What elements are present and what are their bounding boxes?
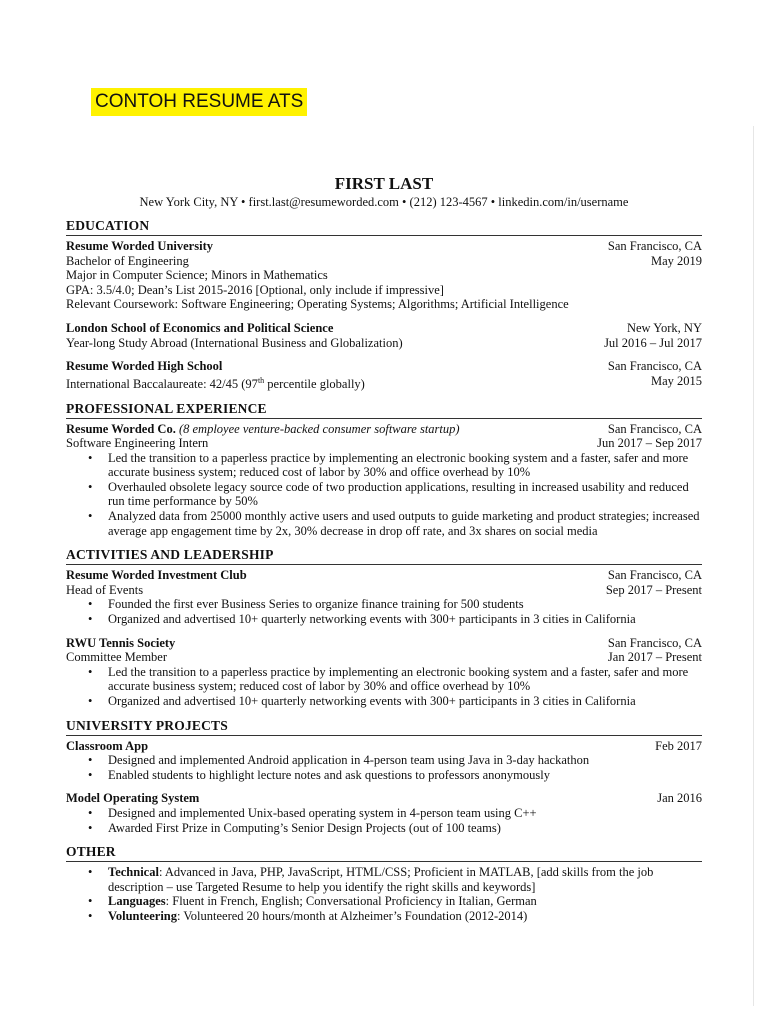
list-item: • Organized and advertised 10+ quarterly networking events with 300+ participants in 3 cities in California	[108, 612, 702, 627]
page-edge-line	[753, 126, 754, 1006]
list-item: • Overhauled obsolete legacy source code of two production applications, resulting in increased usability and reduced run time performance by 50%	[108, 480, 702, 509]
date: Jul 2016 – Jul 2017	[604, 335, 702, 350]
date: May 2015	[650, 373, 702, 388]
experience-entry	[66, 422, 702, 539]
item-text: : Volunteered 20 hours/month at Alzheimer’s Foundation (2012-2014)	[177, 908, 528, 923]
bullet-list	[66, 665, 702, 709]
org-description: (8 employee venture-backed consumer software startup)	[178, 421, 460, 436]
section-heading: EDUCATION	[66, 218, 702, 236]
experience-section	[66, 401, 702, 539]
degree: Year-long Study Abroad (International Business and Globalization)	[66, 335, 403, 350]
item-text: : Advanced in Java, PHP, JavaScript, HTML/CSS; Proficient in MATLAB, [add skills from the job description – use Targeted Resume to help you identify the right skills and keywords]	[108, 865, 654, 894]
org-name: Resume Worded High School	[66, 359, 223, 374]
contact-line: New York City, NY • first.last@resumeworded.com • (212) 123-4567 • linkedin.com/in/username	[139, 195, 629, 209]
list-item: • Founded the first ever Business Series to organize finance training for 500 students	[108, 597, 702, 612]
date: Feb 2017	[655, 738, 702, 753]
item-label: Volunteering	[108, 908, 177, 923]
list-item: • Organized and advertised 10+ quarterly networking events with 300+ participants in 3 cities in California	[108, 694, 702, 709]
candidate-name: FIRST LAST	[334, 174, 434, 193]
education-section	[66, 218, 702, 392]
org-name: RWU Tennis Society	[66, 635, 176, 650]
list-item: • Led the transition to a paperless practice by implementing an electronic booking system and a faster, safer and more accurate business system; reduced cost of labor by 30% and office overhead by 10%	[108, 665, 702, 694]
list-item	[108, 894, 702, 909]
bullet-list	[66, 451, 702, 539]
section-heading: ACTIVITIES AND LEADERSHIP	[66, 547, 702, 565]
item-text: : Fluent in French, English; Conversational Proficiency in Italian, German	[165, 894, 537, 909]
list-item: • Enabled students to highlight lecture notes and ask questions to professors anonymously	[108, 768, 702, 783]
detail-line: Major in Computer Science; Minors in Mathematics	[66, 268, 328, 283]
org-name: Resume Worded Co.	[66, 421, 176, 436]
activity-entry	[66, 568, 702, 626]
projects-section	[66, 718, 702, 836]
item-label: Technical	[108, 865, 159, 880]
date: Sep 2017 – Present	[605, 582, 702, 597]
org-name: Resume Worded University	[66, 239, 213, 253]
project-entry	[66, 739, 702, 783]
project-name: Model Operating System	[66, 791, 200, 806]
list-item: • Awarded First Prize in Computing’s Senior Design Projects (out of 100 teams)	[108, 821, 702, 836]
location: San Francisco, CA	[607, 359, 702, 374]
date: Jan 2017 – Present	[607, 650, 702, 665]
role: Head of Events	[66, 582, 144, 597]
role: Software Engineering Intern	[66, 436, 209, 451]
education-entry	[66, 239, 702, 312]
date: May 2019	[650, 253, 702, 268]
item-label: Languages	[108, 894, 166, 909]
role: Committee Member	[66, 650, 168, 665]
detail-line: GPA: 3.5/4.0; Dean’s List 2015-2016 [Optional, only include if impressive]	[66, 282, 444, 297]
degree: International Baccalaureate: 42/45 (97th percentile globally)	[66, 375, 365, 391]
date: Jun 2017 – Sep 2017	[597, 436, 702, 451]
org-name: Resume Worded Investment Club	[66, 568, 247, 583]
list-item	[108, 865, 702, 894]
title-banner: CONTOH RESUME ATS	[91, 88, 307, 116]
resume-page	[66, 174, 702, 924]
list-item: • Led the transition to a paperless practice by implementing an electronic booking system and a faster, safer and more accurate business system; reduced cost of labor by 30% and office overhead by 10%	[108, 451, 702, 480]
detail-line: Relevant Coursework: Software Engineering; Operating Systems; Algorithms; Artificial Intelligence	[66, 297, 569, 312]
bullet-list	[66, 753, 702, 782]
bullet-list	[66, 806, 702, 835]
activity-entry	[66, 636, 702, 709]
list-item: • Designed and implemented Unix-based operating system in 4-person team using C++	[108, 806, 702, 821]
project-entry	[66, 791, 702, 835]
org-name: London School of Economics and Political Science	[66, 320, 334, 335]
location: San Francisco, CA	[607, 568, 702, 583]
location: San Francisco, CA	[607, 239, 702, 253]
list-item	[108, 909, 702, 924]
activities-section	[66, 547, 702, 708]
other-section	[66, 844, 702, 923]
list-item: • Designed and implemented Android application in 4-person team using Java in 3-day hackathon	[108, 753, 702, 768]
bullet-list	[66, 597, 702, 626]
section-heading: PROFESSIONAL EXPERIENCE	[66, 401, 702, 419]
project-name: Classroom App	[66, 738, 149, 753]
section-heading: OTHER	[66, 844, 702, 862]
bullet-list	[66, 865, 702, 923]
degree: Bachelor of Engineering	[66, 253, 189, 268]
date: Jan 2016	[657, 791, 702, 806]
location: San Francisco, CA	[607, 421, 702, 436]
location: New York, NY	[626, 320, 702, 335]
list-item: • Analyzed data from 25000 monthly active users and used outputs to guide marketing and product strategies; increased average app engagement time by 2x, 30% decrease in drop off rate, and 3x shares on social media	[108, 509, 702, 538]
location: San Francisco, CA	[607, 635, 702, 650]
section-heading: UNIVERSITY PROJECTS	[66, 718, 702, 736]
education-entry	[66, 359, 702, 391]
education-entry	[66, 321, 702, 350]
